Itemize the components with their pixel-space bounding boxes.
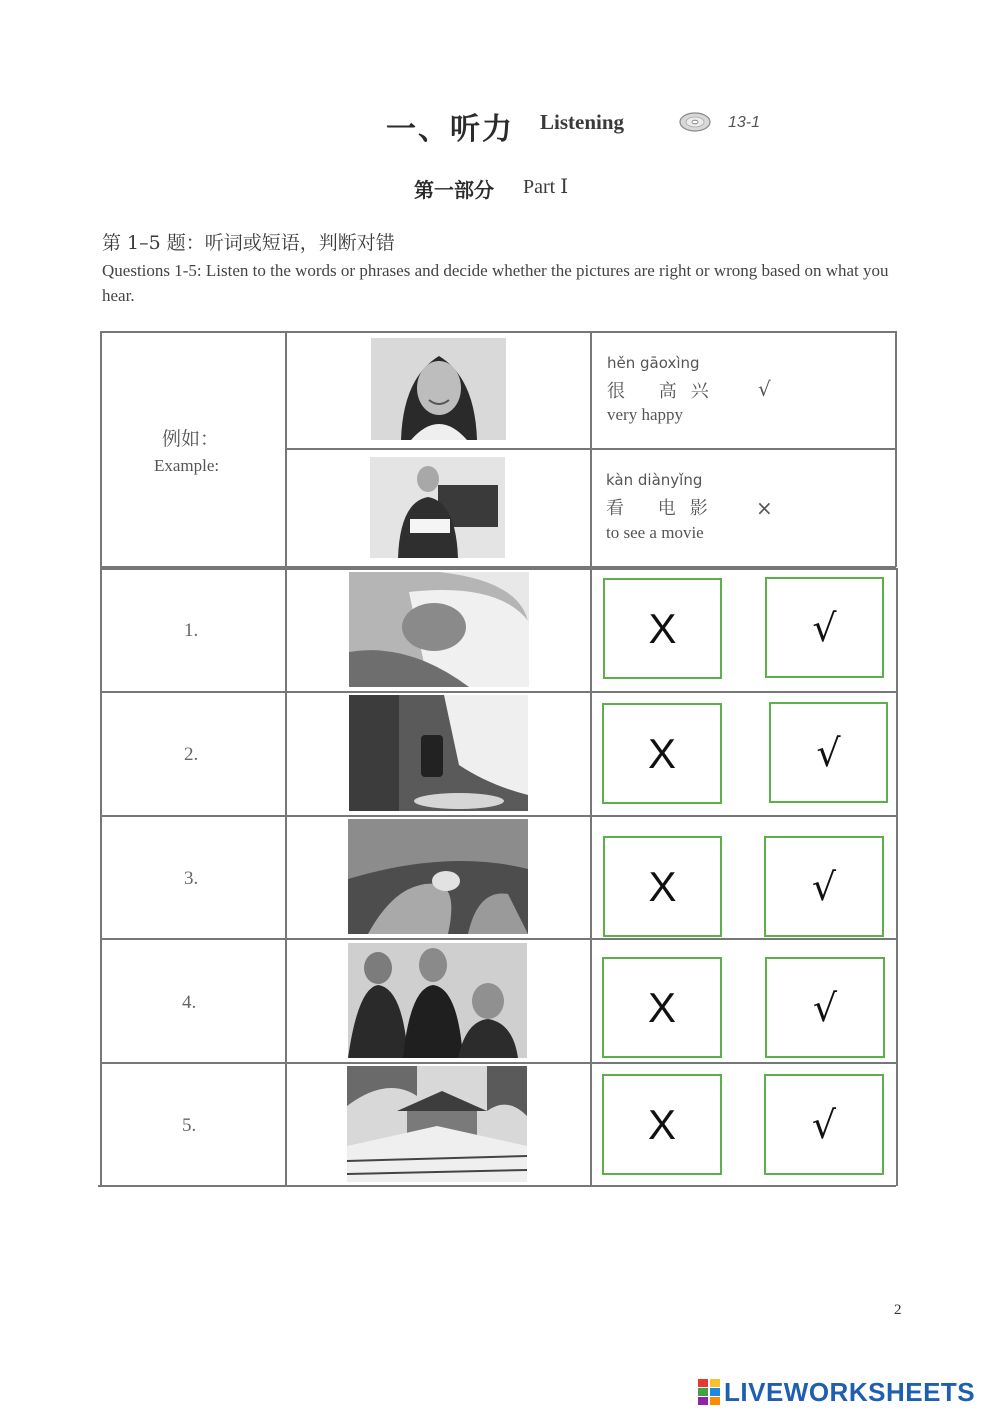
business-people-photo <box>348 943 527 1058</box>
table-border <box>896 568 898 1186</box>
question-5-wrong-box[interactable] <box>602 1074 722 1175</box>
question-3-wrong-box[interactable] <box>603 836 722 937</box>
question-1-right-label: √ <box>812 605 837 650</box>
man-reading-photo <box>370 457 505 558</box>
example-label-chinese: 例如： <box>162 428 220 450</box>
example-2-mark: × <box>756 496 773 520</box>
snowy-temple-photo <box>347 1066 527 1182</box>
question-5-number: 5. <box>182 1115 197 1136</box>
woman-smiling-photo <box>371 338 506 440</box>
question-5-right-box[interactable] <box>764 1074 884 1175</box>
question-3-wrong-label: X <box>648 862 677 910</box>
page-number: 2 <box>894 1302 902 1318</box>
example-2-gloss: to see a movie <box>606 523 704 542</box>
question-2-number: 2. <box>184 744 199 765</box>
hands-eating-photo <box>348 819 528 934</box>
question-5-wrong-label: X <box>647 1100 676 1148</box>
example-2-hanzi: 看 电影 <box>606 498 722 519</box>
table-border <box>895 331 897 567</box>
table-border <box>590 331 592 567</box>
question-4-right-label: √ <box>812 985 838 1030</box>
question-1-number: 1. <box>184 620 199 641</box>
question-1-right-box[interactable] <box>765 577 884 678</box>
section-title-chinese: 一、听力 <box>386 112 514 147</box>
audio-track-number: 13-1 <box>728 114 761 131</box>
example-1-mark: √ <box>758 377 771 401</box>
man-sleeping-photo <box>349 572 529 687</box>
question-2-wrong-box[interactable] <box>602 703 722 804</box>
example-2-pinyin: kàn diànyǐng <box>606 471 703 489</box>
part-title-chinese: 第一部分 <box>414 178 494 202</box>
table-border <box>98 1185 896 1187</box>
question-2-wrong-label: X <box>647 729 676 777</box>
example-label-english: Example: <box>154 456 220 475</box>
question-5-right-label: √ <box>811 1102 837 1147</box>
table-border <box>100 568 898 570</box>
table-border <box>100 331 896 333</box>
question-3-number: 3. <box>184 868 199 889</box>
cd-icon <box>678 110 712 134</box>
question-2-right-label: √ <box>816 730 841 775</box>
instructions-english: Questions 1-5: Listen to the words or phrases and decide whether the pictures are right or wrong based on what you hear. <box>102 261 889 305</box>
table-border <box>285 331 287 567</box>
liveworksheets-brand[interactable] <box>698 1378 975 1406</box>
question-1-wrong-label: X <box>648 604 677 652</box>
question-3-right-box[interactable] <box>764 836 884 937</box>
table-border <box>100 815 898 817</box>
question-3-right-label: √ <box>811 864 837 909</box>
chef-cooking-photo <box>349 695 528 811</box>
question-4-wrong-label: X <box>647 983 676 1031</box>
section-title-english: Listening <box>540 110 625 134</box>
question-2-right-box[interactable] <box>769 702 888 803</box>
part-title-english: Part Ⅰ <box>523 176 569 198</box>
question-1-wrong-box[interactable] <box>603 578 722 679</box>
liveworksheets-logo-icon <box>698 1379 720 1405</box>
instructions-chinese: 第 1–5 题：听词或短语，判断对错 <box>102 232 395 254</box>
question-4-right-box[interactable] <box>765 957 885 1058</box>
liveworksheets-brand-text: LIVEWORKSHEETS <box>724 1376 976 1407</box>
example-1-gloss: very happy <box>607 405 684 424</box>
question-4-number: 4. <box>182 992 197 1013</box>
table-border <box>100 938 898 940</box>
question-4-wrong-box[interactable] <box>602 957 722 1058</box>
table-border <box>100 331 102 567</box>
table-border <box>100 1062 898 1064</box>
table-border <box>285 568 287 1186</box>
example-1-hanzi: 很 高兴 <box>607 381 723 402</box>
table-border <box>100 568 102 1186</box>
table-border <box>100 691 898 693</box>
example-1-pinyin: hěn gāoxìng <box>607 354 700 372</box>
table-border <box>590 568 592 1186</box>
